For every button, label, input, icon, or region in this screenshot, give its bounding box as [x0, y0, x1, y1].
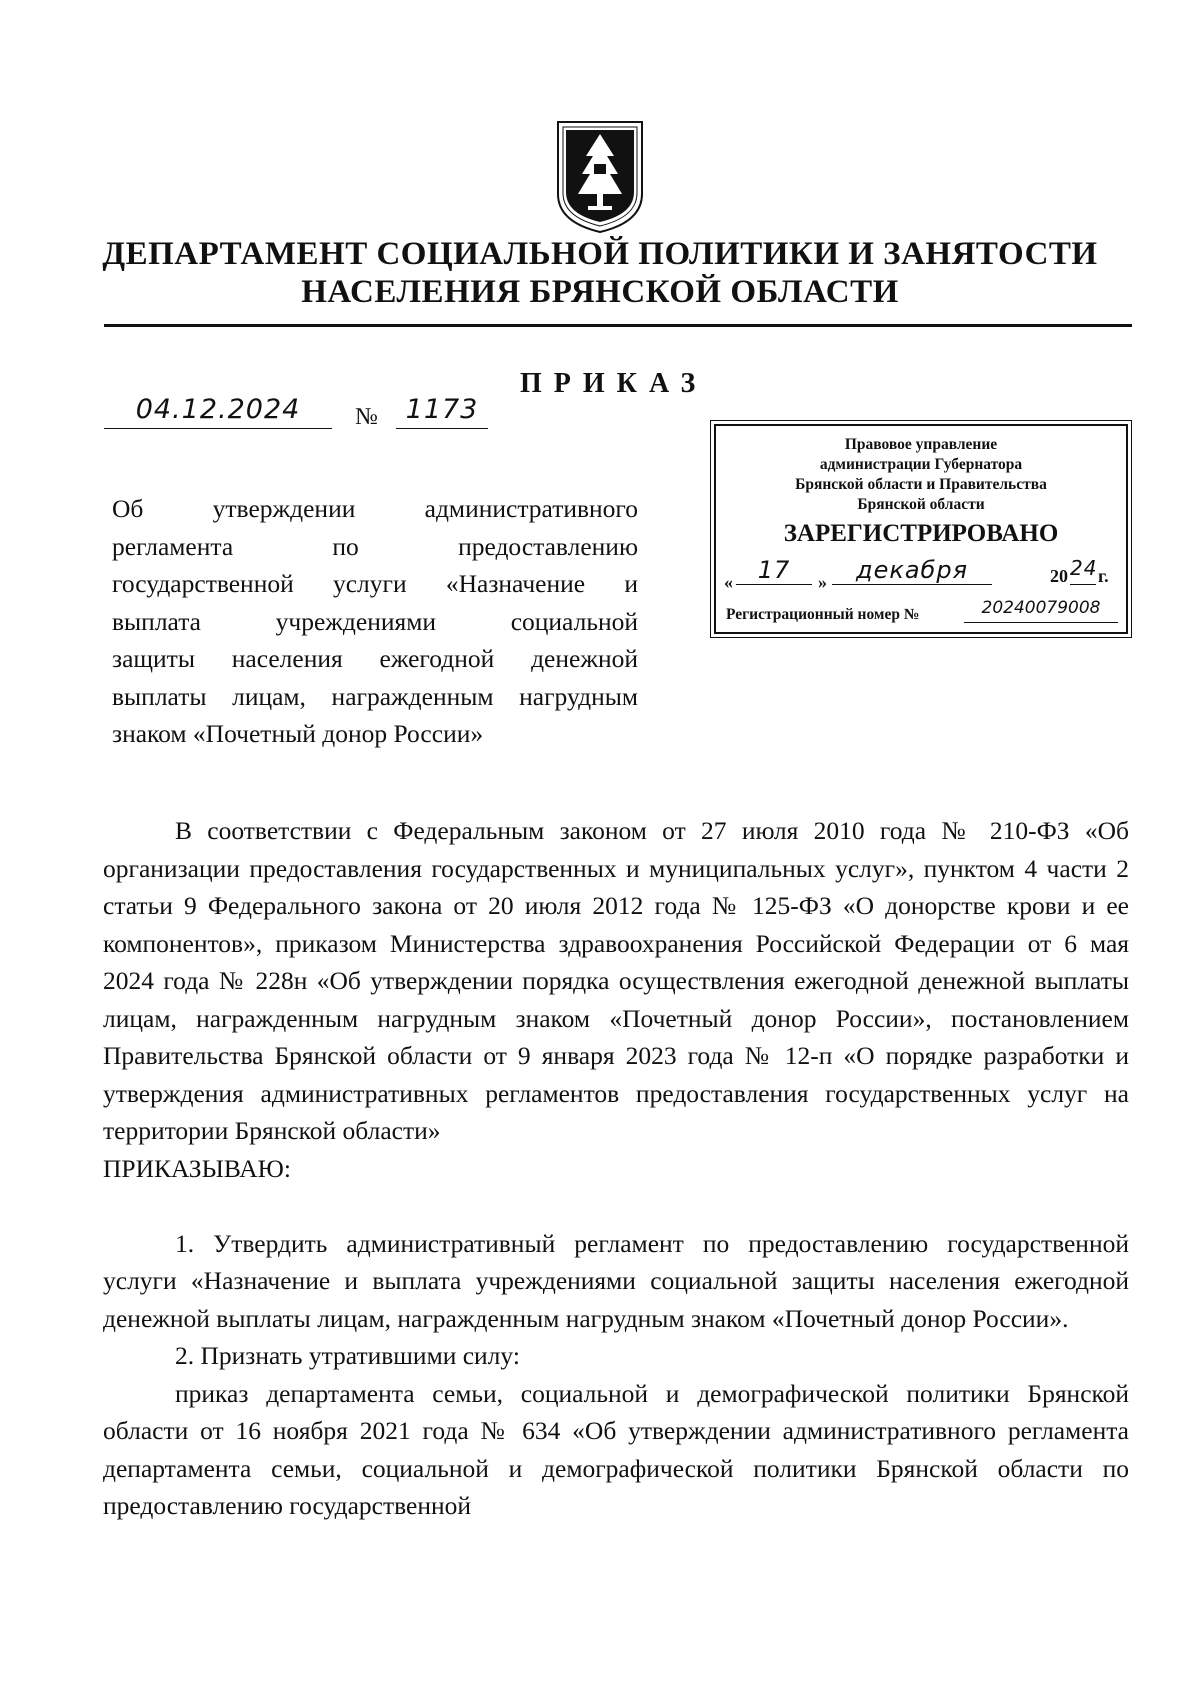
order-date: 04.12.2024: [104, 390, 332, 429]
stamp-quote-open: «: [724, 572, 733, 592]
order-word: ПРИКАЗЫВАЮ:: [103, 1153, 291, 1183]
stamp-authority-line3: Брянской области и Правительства: [795, 476, 1047, 493]
order-subject: [112, 490, 638, 753]
registration-stamp: [714, 424, 1128, 634]
item-1-paragraph: 1. Утвердить административный регламент по предоставлению государственной услуги «Назначение и выплата учреждениями социальной защиты населения ежегодной денежной выплаты лицам, награжденным нагрудным знаком «Почетный донор России».: [103, 1228, 1129, 1333]
stamp-year-unit: г.: [1098, 566, 1109, 586]
order-number-label: №: [355, 404, 378, 430]
subject-line: Об утверждении административного: [112, 494, 638, 523]
item-2-heading: 2. Признать утратившими силу:: [175, 1341, 520, 1370]
order-body: [103, 812, 1129, 1525]
subject-line: выплата учреждениями социальной: [112, 606, 638, 636]
stamp-month: декабря: [832, 556, 992, 585]
subject-line: государственной услуги «Назначение и: [112, 569, 638, 598]
stamp-status: ЗАРЕГИСТРИРОВАНО: [783, 520, 1059, 547]
stamp-year-suffix: 24: [1070, 556, 1096, 585]
department-name-line1: ДЕПАРТАМЕНТ СОЦИАЛЬНОЙ ПОЛИТИКИ И ЗАНЯТОСТИ: [102, 236, 1098, 272]
subject-line: знаком «Почетный донор России»: [112, 719, 484, 748]
subject-line: защиты населения ежегодной денежной: [112, 644, 638, 673]
stamp-authority-line2: администрации Губернатора: [819, 456, 1023, 473]
subject-line: регламента по предоставлению: [112, 531, 638, 561]
stamp-authority-line4: Брянской области: [857, 496, 985, 513]
stamp-regnum-label: Регистрационный номер №: [726, 606, 920, 623]
stamp-year-prefix: 20: [1050, 566, 1068, 586]
stamp-regnum-value: 20240079008: [964, 598, 1118, 623]
order-title: ПРИКАЗ: [520, 368, 708, 399]
order-number: 1173: [396, 390, 488, 429]
preamble-paragraph: В соответствии с Федеральным законом от 27 июля 2010 года № 210-ФЗ «Об организации предоставления государственных и муниципальных услуг», пунктом 4 части 2 статьи 9 Федерального закона от 20 июля 2012 года № 125-ФЗ «О донорстве крови и ее компонентов», приказом Министерства здравоохранения Российской Федерации от 6 мая 2024 года № 228н «Об утверждении порядка осуществления ежегодной денежной выплаты лицам, награжденным нагрудным знаком «Почетный донор России», постановлением Правительства Брянской области от 9 января 2023 года № 12-п «О порядке разработки и утверждения административных регламентов предоставления государственных услуг на территории Брянской области»: [103, 816, 1129, 1145]
stamp-quote-close: »: [818, 572, 827, 592]
item-2-text: приказ департамента семьи, социальной и демографической политики Брянской области от 16 ноября 2021 года № 634 «Об утверждении административного регламента департамента семьи, социальной и демографической политики Брянской области по предоставлению государственной: [103, 1378, 1129, 1520]
coat-of-arms-emblem: [556, 118, 644, 236]
department-name-line2: НАСЕЛЕНИЯ БРЯНСКОЙ ОБЛАСТИ: [301, 274, 899, 310]
stamp-day: 17: [736, 556, 812, 585]
subject-line: выплаты лицам, награжденным нагрудным: [112, 681, 638, 711]
header-divider: [104, 324, 1132, 327]
stamp-authority-line1: Правовое управление: [844, 436, 998, 453]
